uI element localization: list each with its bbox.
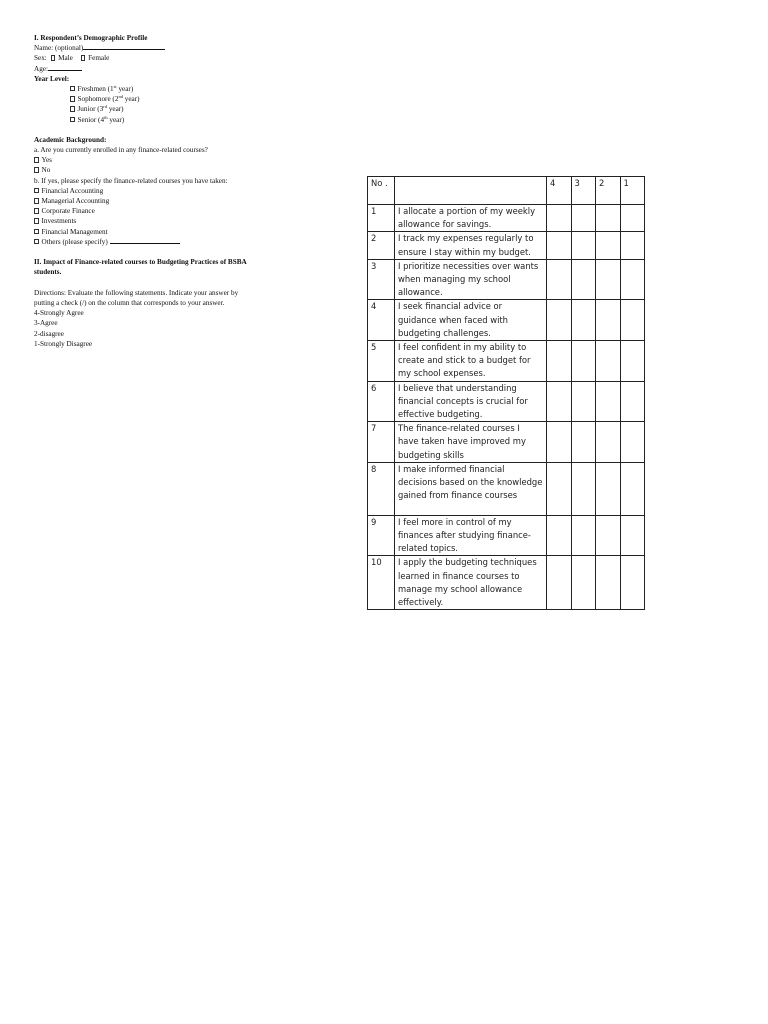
table-row	[368, 462, 645, 515]
row-number: 7	[368, 422, 395, 463]
score-cell-3[interactable]	[571, 341, 596, 382]
profile-heading: I. Respondent’s Demographic Profile	[34, 34, 148, 42]
score-cell-2[interactable]	[596, 556, 621, 610]
course-option-others: Others (please specify)	[34, 237, 264, 247]
score-cell-1[interactable]	[620, 205, 645, 232]
score-cell-1[interactable]	[620, 341, 645, 382]
row-statement: I apply the budgeting techniques learned in finance courses to manage my school allowance effectively.	[395, 556, 547, 610]
sex-male-checkbox[interactable]	[51, 55, 56, 61]
score-cell-4[interactable]	[547, 259, 572, 300]
sex-option: Female	[88, 54, 110, 63]
academic-heading: Academic Background:	[34, 135, 107, 144]
row-number: 5	[368, 341, 395, 382]
table-row	[368, 422, 645, 463]
year-level-option: Junior (3rd year)	[34, 104, 264, 114]
option-no-checkbox[interactable]	[34, 167, 39, 173]
option-no: No	[34, 165, 264, 175]
score-cell-3[interactable]	[571, 259, 596, 300]
course-option: Financial Management	[34, 227, 264, 237]
others-blank[interactable]	[110, 237, 180, 244]
score-header-3: 3	[571, 177, 596, 205]
score-cell-4[interactable]	[547, 515, 572, 556]
table-header-row	[368, 177, 645, 205]
score-cell-4[interactable]	[547, 300, 572, 341]
table-row	[368, 205, 645, 232]
score-cell-2[interactable]	[596, 300, 621, 341]
table-row	[368, 232, 645, 259]
score-cell-2[interactable]	[596, 422, 621, 463]
no-header: No .	[368, 177, 395, 205]
rating-table	[367, 176, 645, 610]
impact-heading: II. Impact of Finance-related courses to Budgeting Practices of BSBA students.	[34, 258, 247, 277]
row-statement: The finance-related courses I have taken have improved my budgeting skills	[395, 422, 547, 463]
row-statement: I seek financial advice or guidance when faced with budgeting challenges.	[395, 300, 547, 341]
score-cell-3[interactable]	[571, 422, 596, 463]
score-cell-2[interactable]	[596, 259, 621, 300]
course-checkbox[interactable]	[34, 188, 39, 194]
score-cell-2[interactable]	[596, 205, 621, 232]
sex-label: Sex:	[34, 54, 47, 63]
score-cell-2[interactable]	[596, 462, 621, 515]
year-level-checkbox[interactable]	[70, 96, 75, 102]
row-statement: I allocate a portion of my weekly allowance for savings.	[395, 205, 547, 232]
score-cell-1[interactable]	[620, 556, 645, 610]
sex-row	[34, 53, 264, 63]
sex-option: Male	[58, 54, 73, 63]
score-cell-1[interactable]	[620, 259, 645, 300]
score-header-2: 2	[596, 177, 621, 205]
row-number: 8	[368, 462, 395, 515]
spacer	[34, 278, 264, 288]
spacer	[34, 247, 264, 257]
score-cell-4[interactable]	[547, 462, 572, 515]
year-level-option: Sophomore (2nd year)	[34, 94, 264, 104]
row-number: 3	[368, 259, 395, 300]
row-number: 10	[368, 556, 395, 610]
year-level-option: Freshmen (1st year)	[34, 84, 264, 94]
score-cell-4[interactable]	[547, 556, 572, 610]
row-statement: I make informed financial decisions based on the knowledge gained from finance courses	[395, 462, 547, 515]
score-cell-3[interactable]	[571, 515, 596, 556]
year-level-checkbox[interactable]	[70, 117, 75, 123]
score-cell-3[interactable]	[571, 300, 596, 341]
course-checkbox[interactable]	[34, 218, 39, 224]
score-cell-2[interactable]	[596, 515, 621, 556]
table-row	[368, 515, 645, 556]
table-row	[368, 300, 645, 341]
row-statement: I believe that understanding financial concepts is crucial for effective budgeting.	[395, 381, 547, 422]
name-row	[34, 43, 264, 53]
course-checkbox[interactable]	[34, 239, 39, 245]
course-option: Managerial Accounting	[34, 196, 264, 206]
scale-item: 1-Strongly Disagree	[34, 339, 93, 348]
directions: Directions: Evaluate the following statements. Indicate your answer by putting a check (/) on the column that corresponds to your answer.	[34, 288, 239, 307]
question-a: a. Are you currently enrolled in any finance-related courses?	[34, 146, 208, 155]
row-number: 2	[368, 232, 395, 259]
age-blank[interactable]	[48, 64, 82, 71]
question-b: b. If yes, please specify the finance-related courses you have taken:	[34, 176, 228, 185]
score-cell-1[interactable]	[620, 300, 645, 341]
score-cell-2[interactable]	[596, 341, 621, 382]
course-checkbox[interactable]	[34, 208, 39, 214]
score-cell-1[interactable]	[620, 381, 645, 422]
score-cell-4[interactable]	[547, 232, 572, 259]
score-cell-1[interactable]	[620, 232, 645, 259]
score-cell-3[interactable]	[571, 556, 596, 610]
row-statement: I feel confident in my ability to create and stick to a budget for my school expenses.	[395, 341, 547, 382]
score-cell-2[interactable]	[596, 381, 621, 422]
sex-female-checkbox[interactable]	[81, 55, 86, 61]
table-row	[368, 341, 645, 382]
score-cell-3[interactable]	[571, 232, 596, 259]
age-label: Age:	[34, 64, 48, 73]
row-number: 4	[368, 300, 395, 341]
score-cell-4[interactable]	[547, 422, 572, 463]
name-label: Name: (optional)	[34, 44, 84, 53]
score-cell-1[interactable]	[620, 422, 645, 463]
course-checkbox[interactable]	[34, 229, 39, 235]
row-number: 6	[368, 381, 395, 422]
course-option: Investments	[34, 216, 264, 226]
score-cell-1[interactable]	[620, 462, 645, 515]
course-checkbox[interactable]	[34, 198, 39, 204]
year-level-option: Senior (4th year)	[34, 115, 264, 125]
score-cell-1[interactable]	[620, 515, 645, 556]
table-row	[368, 259, 645, 300]
row-statement: I prioritize necessities over wants when managing my school allowance.	[395, 259, 547, 300]
scale-item: 2-disagree	[34, 329, 64, 338]
score-cell-3[interactable]	[571, 381, 596, 422]
score-cell-3[interactable]	[571, 462, 596, 515]
option-yes: Yes	[34, 155, 264, 165]
year-level-label: Year Level:	[34, 74, 70, 83]
table-row	[368, 381, 645, 422]
score-header-4: 4	[547, 177, 572, 205]
row-number: 9	[368, 515, 395, 556]
statement-header	[395, 177, 547, 205]
course-option: Financial Accounting	[34, 186, 264, 196]
rating-table-container	[367, 176, 645, 610]
age-row	[34, 64, 264, 74]
score-cell-4[interactable]	[547, 341, 572, 382]
row-statement: I track my expenses regularly to ensure I stay within my budget.	[395, 232, 547, 259]
scale-item: 4-Strongly Agree	[34, 309, 84, 318]
table-row	[368, 556, 645, 610]
option-yes-checkbox[interactable]	[34, 157, 39, 163]
score-cell-2[interactable]	[596, 232, 621, 259]
score-header-1: 1	[620, 177, 645, 205]
scale-item: 3-Agree	[34, 319, 58, 328]
score-cell-4[interactable]	[547, 381, 572, 422]
row-statement: I feel more in control of my finances after studying finance-related topics.	[395, 515, 547, 556]
year-level-checkbox[interactable]	[70, 106, 75, 112]
score-cell-3[interactable]	[571, 205, 596, 232]
score-cell-4[interactable]	[547, 205, 572, 232]
row-number: 1	[368, 205, 395, 232]
year-level-checkbox[interactable]	[70, 86, 75, 92]
spacer	[34, 125, 264, 135]
name-blank[interactable]	[83, 43, 165, 50]
survey-form	[34, 33, 264, 349]
course-option: Corporate Finance	[34, 206, 264, 216]
